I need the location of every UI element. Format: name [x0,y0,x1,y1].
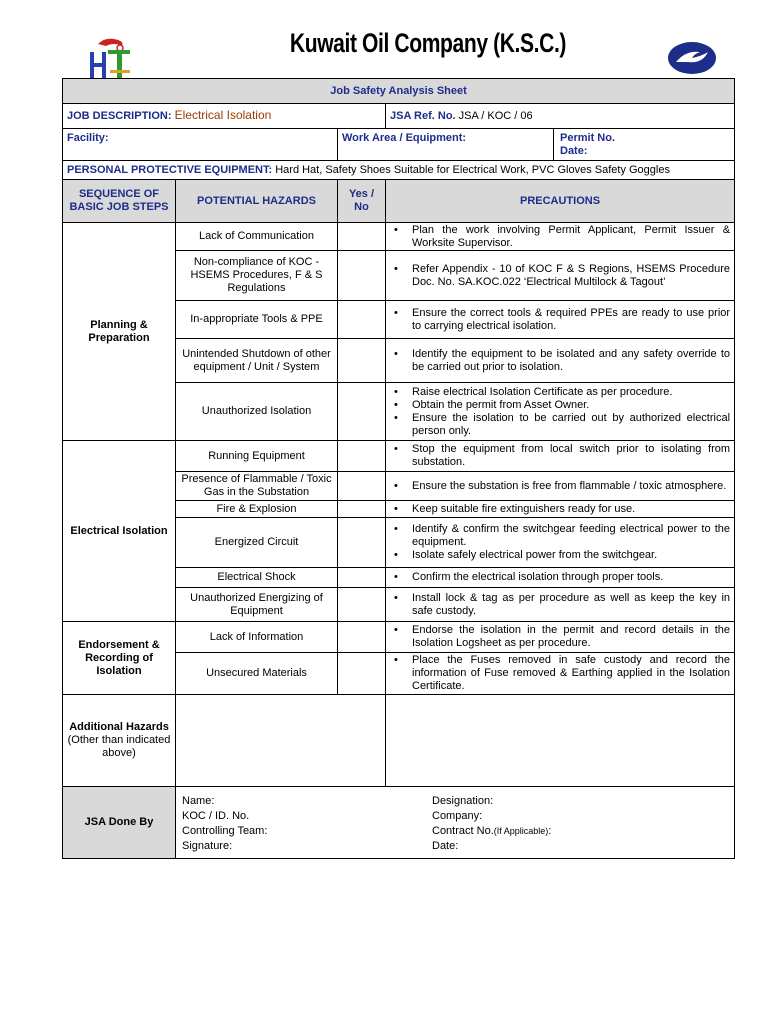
sheet-title: Job Safety Analysis Sheet [63,79,735,104]
job-description-value: Electrical Isolation [174,108,272,122]
hazard-cell: Unauthorized Isolation [176,383,338,441]
ppe-label: PERSONAL PROTECTIVE EQUIPMENT: [67,163,273,176]
facility-label: Facility: [67,132,109,144]
precaution-item: • Keep suitable fire extinguishers ready for use. [412,503,730,516]
permit-no-label: Permit No. [560,132,616,144]
precaution-cell [386,501,735,518]
jsa-done-by-label: JSA Done By [63,787,176,859]
yes-no-cell[interactable] [338,653,386,695]
precaution-cell [386,223,735,251]
yes-no-cell[interactable] [338,588,386,622]
table-row [63,695,735,787]
jsa-ref-value: JSA / KOC / 06 [458,109,533,122]
jsa-table [62,78,735,859]
precaution-cell [386,251,735,301]
precaution-cell [386,588,735,622]
date-field[interactable]: Date: [432,839,459,852]
date-label: Date: [560,145,588,157]
precaution-item: • Obtain the permit from Asset Owner. [412,399,730,412]
name-field[interactable]: Name: [182,794,215,807]
additional-hazard-input[interactable] [176,695,386,787]
column-sequence: SEQUENCE OF BASIC JOB STEPS [63,180,176,223]
precaution-item: • Ensure the substation is free from flammable / toxic atmosphere. [412,480,730,493]
ppe-value: Hard Hat, Safety Shoes Suitable for Electrical Work, PVC Gloves Safety Goggles [275,163,670,176]
company-name: Kuwait Oil Company (K.S.C.) [289,28,567,58]
koc-id-field[interactable]: KOC / ID. No. [182,809,250,822]
table-row [63,223,735,251]
precaution-item: • Plan the work involving Permit Applicant, Permit Issuer & Worksite Supervisor. [412,224,730,250]
jsa-ref-cell [386,104,735,129]
precaution-item: • Stop the equipment from local switch prior to isolating from substation. [412,443,730,469]
column-hazards: POTENTIAL HAZARDS [176,180,338,223]
designation-field[interactable]: Designation: [432,794,494,807]
precaution-item: • Identify & confirm the switchgear feeding electrical power to the equipment. [412,523,730,549]
yes-no-cell[interactable] [338,472,386,501]
hazard-cell: Energized Circuit [176,518,338,568]
additional-precaution-input[interactable] [386,695,735,787]
yes-no-cell[interactable] [338,441,386,472]
precaution-item: • Isolate safely electrical power from the switchgear. [412,549,730,562]
additional-hazards-note: (Other than indicated above) [67,734,171,759]
hazard-cell: Unsecured Materials [176,653,338,695]
yes-no-cell[interactable] [338,383,386,441]
yes-no-cell[interactable] [338,339,386,383]
table-row [63,441,735,472]
hazard-cell: Non-compliance of KOC - HSEMS Procedures, F & S Regulations [176,251,338,301]
table-row [63,787,735,859]
stage-electrical-isolation: Electrical Isolation [63,441,176,622]
page-header [0,0,768,78]
stage-endorsement: Endorsement & Recording of Isolation [63,622,176,695]
yes-no-cell[interactable] [338,251,386,301]
precaution-item: • Ensure the isolation to be carried out by authorized electrical person only. [412,412,730,438]
hazard-cell: Presence of Flammable / Toxic Gas in the Substation [176,472,338,501]
controlling-team-field[interactable]: Controlling Team: [182,824,268,837]
hazard-cell: Electrical Shock [176,568,338,588]
precaution-cell [386,653,735,695]
jsa-done-by-cell [176,787,735,859]
work-area-cell [338,129,735,161]
yes-no-cell[interactable] [338,223,386,251]
ht-logo [84,34,140,80]
ppe-cell [63,161,735,180]
hazard-cell: Fire & Explosion [176,501,338,518]
precaution-cell [386,568,735,588]
signature-field[interactable]: Signature: [182,839,233,852]
hazard-cell: Lack of Communication [176,223,338,251]
koc-emblem-icon [666,40,718,76]
precaution-item: • Place the Fuses removed in safe custody and record the information of Fuse removed & Earthing applied in the Isolation Certificate. [412,654,730,693]
yes-no-cell[interactable] [338,301,386,339]
hazard-cell: Running Equipment [176,441,338,472]
precaution-item: • Install lock & tag as per procedure as well as keep the key in safe custody. [412,592,730,618]
precaution-item: • Ensure the correct tools & required PPEs are ready to use prior to carrying electrical isolation. [412,307,730,333]
hazard-cell: In-appropriate Tools & PPE [176,301,338,339]
stage-planning: Planning & Preparation [63,223,176,441]
job-description-cell: JOB DESCRIPTION: Electrical Isolation [63,104,386,129]
precaution-item: • Refer Appendix - 10 of KOC F & S Regions, HSEMS Procedure Doc. No. SA.KOC.022 ‘Electrical Multilock & Tagout’ [412,263,730,289]
contract-if-applicable: (If Applicable) [493,825,549,836]
column-precautions: PRECAUTIONS [386,180,735,223]
precaution-item: • Identify the equipment to be isolated and any safety override to be carried out prior to isolation. [412,348,730,374]
contract-no-field[interactable]: Contract No.(If Applicable): [432,824,552,837]
stage-additional [63,695,176,787]
jsa-ref-label: JSA Ref. No. [390,109,456,122]
precaution-item: • Raise electrical Isolation Certificate as per procedure. [412,386,730,399]
hazard-cell: Unauthorized Energizing of Equipment [176,588,338,622]
hazard-cell: Lack of Information [176,622,338,653]
precaution-item: • Endorse the isolation in the permit and record details in the Isolation Logsheet as per procedure. [412,624,730,650]
additional-hazards-label: Additional Hazards [69,721,169,733]
precaution-cell [386,472,735,501]
precaution-cell [386,383,735,441]
precaution-cell [386,339,735,383]
precaution-cell [386,441,735,472]
company-field[interactable]: Company: [432,809,483,822]
hazard-cell: Unintended Shutdown of other equipment / Unit / System [176,339,338,383]
precaution-cell [386,301,735,339]
precaution-cell [386,518,735,568]
yes-no-cell[interactable] [338,622,386,653]
yes-no-cell[interactable] [338,568,386,588]
table-row [63,622,735,653]
work-area-label: Work Area / Equipment: [342,132,467,144]
precaution-cell [386,622,735,653]
job-description-label: JOB DESCRIPTION [67,110,168,122]
precaution-item: • Confirm the electrical isolation through proper tools. [412,571,730,584]
yes-no-cell[interactable] [338,501,386,518]
yes-no-cell[interactable] [338,518,386,568]
column-yes-no: Yes / No [338,180,386,223]
facility-cell [63,129,338,161]
